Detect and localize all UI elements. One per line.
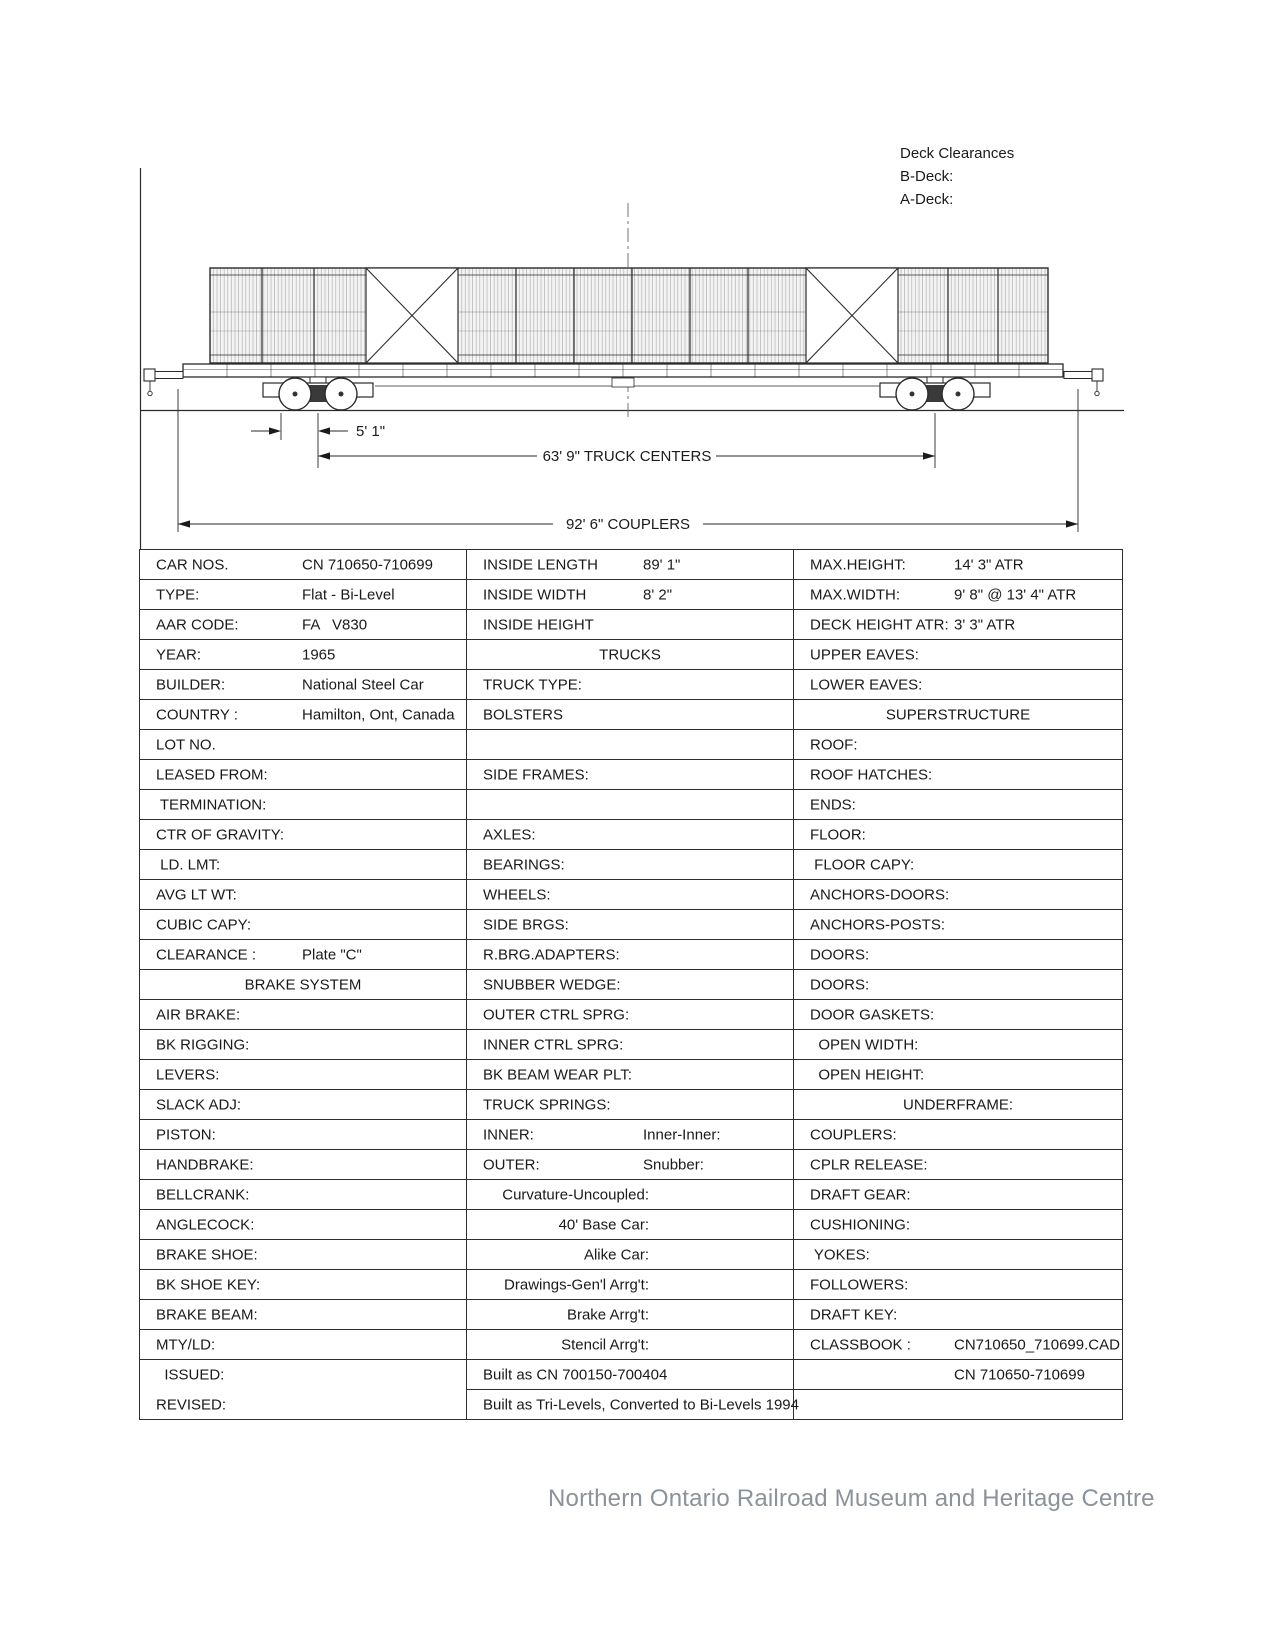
cell-label: LOWER EAVES: (810, 676, 923, 693)
cell-label: MAX.HEIGHT: (810, 556, 906, 573)
spec-row (140, 550, 1122, 580)
cell-value: Snubber: (643, 1156, 704, 1173)
spec-cell (467, 1330, 794, 1360)
x-brace-panel-left (366, 268, 458, 363)
cell-right: Drawings-Gen'l Arrg't: (504, 1276, 649, 1293)
cell-label: ROOF HATCHES: (810, 766, 933, 783)
cell-label: CTR OF GRAVITY: (156, 826, 285, 843)
spec-cell (140, 1150, 467, 1180)
spec-cell (794, 1210, 1122, 1240)
cell-label: SLACK ADJ: (156, 1096, 242, 1113)
cell-value: 14' 3" ATR (954, 556, 1024, 573)
spec-cell (467, 700, 794, 730)
cell-value: Flat - Bi-Level (302, 586, 395, 603)
cell-label: LD. LMT: (156, 856, 221, 873)
cell-label: OUTER: (483, 1156, 540, 1173)
spec-cell (467, 670, 794, 700)
cell-label: BK RIGGING: (156, 1036, 250, 1053)
cell-label: INSIDE HEIGHT (483, 616, 594, 633)
spec-cell (140, 880, 467, 910)
spec-cell (794, 1270, 1122, 1300)
cell-label: OPEN HEIGHT: (810, 1066, 925, 1083)
cell-center: BRAKE SYSTEM (244, 976, 362, 993)
spec-row (140, 760, 1122, 790)
spec-cell (467, 1270, 794, 1300)
spec-cell (467, 730, 794, 760)
b-deck-label: B-Deck: (900, 168, 954, 185)
spec-cell (794, 1240, 1122, 1270)
coupler-right (1064, 369, 1103, 396)
cell-label: BUILDER: (156, 676, 226, 693)
spec-cell (140, 550, 467, 580)
cell-value: 9' 8" @ 13' 4" ATR (954, 586, 1077, 603)
cell-label: ANGLECOCK: (156, 1216, 255, 1233)
spec-cell (794, 550, 1122, 580)
cell-value: 3' 3" ATR (954, 616, 1016, 633)
spec-row (140, 1210, 1122, 1240)
cell-right: Alike Car: (583, 1246, 649, 1263)
spec-cell (794, 940, 1122, 970)
spec-cell (140, 1390, 467, 1420)
spec-row (140, 1390, 1122, 1420)
autorack-superstructure (210, 268, 1048, 363)
cell-label: BK SHOE KEY: (156, 1276, 261, 1293)
cell-label: BEARINGS: (483, 856, 565, 873)
dim-truck-centers-label: 63' 9" TRUCK CENTERS (542, 448, 712, 465)
spec-cell (140, 1330, 467, 1360)
spec-cell (467, 790, 794, 820)
spec-row (140, 910, 1122, 940)
cell-label: LEASED FROM: (156, 766, 268, 783)
spec-row (140, 640, 1122, 670)
spec-cell (794, 700, 1122, 730)
spec-cell (794, 580, 1122, 610)
cell-label: YOKES: (810, 1246, 870, 1263)
spec-cell (140, 730, 467, 760)
cell-label: CAR NOS. (156, 556, 229, 573)
cell-label: ANCHORS-DOORS: (810, 886, 950, 903)
cell-label: INSIDE LENGTH (483, 556, 599, 573)
spec-cell (467, 1240, 794, 1270)
truck-left (263, 377, 373, 410)
spec-cell (794, 640, 1122, 670)
cell-label: CPLR RELEASE: (810, 1156, 928, 1173)
spec-cell (467, 550, 794, 580)
spec-cell (467, 610, 794, 640)
center-sill-detail (612, 378, 634, 387)
deck-clearances-note (900, 145, 1014, 208)
spec-cell (467, 1390, 799, 1420)
spec-cell (140, 670, 467, 700)
cell-label: SIDE FRAMES: (483, 766, 589, 783)
spec-cell (467, 580, 794, 610)
spec-row (140, 1240, 1122, 1270)
spec-cell (794, 760, 1122, 790)
cell-label: Built as Tri-Levels, Converted to Bi-Levels 1994 (483, 1396, 799, 1413)
spec-row (140, 1330, 1122, 1360)
cell-center: SUPERSTRUCTURE (885, 706, 1031, 723)
spec-row (140, 700, 1122, 730)
spec-row (140, 1360, 1122, 1390)
cell-label: UPPER EAVES: (810, 646, 919, 663)
dim-end-to-truck-label: 5' 1" (356, 423, 386, 440)
spec-row (140, 1000, 1122, 1030)
cell-right: 40' Base Car: (558, 1216, 649, 1233)
cell-value: 89' 1" (643, 556, 681, 573)
cell-label: DRAFT KEY: (810, 1306, 898, 1323)
spec-cell (467, 940, 794, 970)
spec-cell (140, 760, 467, 790)
spec-cell (794, 970, 1122, 1000)
spec-cell (794, 1060, 1122, 1090)
spec-row (140, 1300, 1122, 1330)
cell-label: SIDE BRGS: (483, 916, 569, 933)
cell-label: TYPE: (156, 586, 200, 603)
cell-label: ROOF: (810, 736, 858, 753)
cell-label: AAR CODE: (156, 616, 239, 633)
cell-label: FLOOR CAPY: (810, 856, 915, 873)
dim-couplers-label: 92' 6" COUPLERS (565, 516, 691, 533)
spec-row (140, 820, 1122, 850)
spec-cell (140, 820, 467, 850)
cell-label: MAX.WIDTH: (810, 586, 900, 603)
cell-label: OPEN WIDTH: (810, 1036, 919, 1053)
cell-right: Curvature-Uncoupled: (502, 1186, 649, 1203)
cell-label: DOORS: (810, 976, 870, 993)
cell-label: FLOOR: (810, 826, 866, 843)
cell-label: REVISED: (156, 1396, 227, 1413)
spec-cell (794, 820, 1122, 850)
spec-cell (794, 1360, 1122, 1390)
cell-right: Stencil Arrg't: (561, 1336, 649, 1353)
spec-cell (140, 580, 467, 610)
spec-row (140, 970, 1122, 1000)
cell-label: BOLSTERS (483, 706, 564, 723)
spec-cell (794, 850, 1122, 880)
spec-row (140, 670, 1122, 700)
cell-value: 8' 2" (643, 586, 673, 603)
cell-label: WHEELS: (483, 886, 551, 903)
spec-cell (794, 1330, 1122, 1360)
cell-label: DOOR GASKETS: (810, 1006, 935, 1023)
cell-label: AVG LT WT: (156, 886, 237, 903)
spec-table (139, 549, 1123, 1420)
cell-label: HANDBRAKE: (156, 1156, 254, 1173)
x-brace-panel-right (806, 268, 898, 363)
spec-cell (140, 1360, 467, 1390)
cell-label: LOT NO. (156, 736, 216, 753)
spec-row (140, 1060, 1122, 1090)
spec-cell (140, 1240, 467, 1270)
cell-label: CUSHIONING: (810, 1216, 911, 1233)
cell-label: COUPLERS: (810, 1126, 897, 1143)
cell-label: CUBIC CAPY: (156, 916, 252, 933)
spec-row (140, 1270, 1122, 1300)
spec-cell (794, 1090, 1122, 1120)
spec-cell (140, 1270, 467, 1300)
spec-cell (794, 790, 1122, 820)
cell-label: TERMINATION: (156, 796, 267, 813)
cell-label: DOORS: (810, 946, 870, 963)
cell-value: Hamilton, Ont, Canada (302, 706, 455, 723)
cell-label: AXLES: (483, 826, 536, 843)
deck-clearances-title: Deck Clearances (900, 145, 1015, 162)
museum-credit: Northern Ontario Railroad Museum and Heritage Centre (548, 1485, 1155, 1512)
cell-value: FA V830 (302, 616, 368, 633)
spec-cell (467, 1360, 794, 1390)
spec-row (140, 940, 1122, 970)
railcar-technical-drawing (0, 0, 1275, 560)
truck-right (880, 377, 990, 410)
spec-cell (140, 790, 467, 820)
dimension-truck-centers (318, 448, 935, 465)
cell-label: BRAKE SHOE: (156, 1246, 258, 1263)
spec-cell (467, 820, 794, 850)
cell-label: BRAKE BEAM: (156, 1306, 258, 1323)
cell-label: ISSUED: (156, 1366, 225, 1384)
spec-cell (467, 640, 794, 670)
spec-cell (794, 1180, 1122, 1210)
spec-cell (467, 760, 794, 790)
cell-center: TRUCKS (599, 646, 661, 663)
spec-row (140, 880, 1122, 910)
spec-row (140, 1120, 1122, 1150)
spec-cell (140, 940, 467, 970)
spec-cell (140, 1210, 467, 1240)
spec-row (140, 1090, 1122, 1120)
spec-cell (140, 1300, 467, 1330)
spec-cell (467, 850, 794, 880)
spec-cell (794, 1300, 1122, 1330)
spec-cell (794, 670, 1122, 700)
spec-row (140, 1150, 1122, 1180)
cell-value: Plate "C" (302, 946, 362, 963)
cell-label: ANCHORS-POSTS: (810, 916, 946, 933)
cell-label: INNER: (483, 1126, 534, 1143)
cell-center: UNDERFRAME: (902, 1096, 1013, 1113)
dimension-couplers (178, 516, 1078, 533)
cell-label: CLASSBOOK : (810, 1336, 911, 1353)
spec-cell (467, 1060, 794, 1090)
spec-cell (140, 850, 467, 880)
spec-cell (140, 1120, 467, 1150)
spec-cell (140, 910, 467, 940)
cell-value: CN 710650-710699 (302, 556, 433, 573)
spec-row (140, 610, 1122, 640)
spec-cell (140, 1000, 467, 1030)
cell-value: Inner-Inner: (643, 1126, 721, 1143)
cell-label: INSIDE WIDTH (483, 586, 587, 603)
cell-label: FOLLOWERS: (810, 1276, 909, 1293)
spec-cell (467, 1300, 794, 1330)
cell-label: Built as CN 700150-700404 (483, 1366, 668, 1383)
cell-label: YEAR: (156, 646, 202, 663)
spec-cell (467, 1090, 794, 1120)
spec-cell (467, 1030, 794, 1060)
spec-cell (467, 1150, 794, 1180)
spec-row (140, 790, 1122, 820)
spec-row (140, 850, 1122, 880)
spec-row (140, 580, 1122, 610)
cell-right: Brake Arrg't: (566, 1306, 649, 1323)
cell-label: DECK HEIGHT ATR: (810, 616, 949, 633)
spec-cell (140, 640, 467, 670)
cell-label: ENDS: (810, 796, 856, 813)
spec-cell (794, 880, 1122, 910)
cell-value: National Steel Car (302, 676, 424, 693)
spec-cell (794, 1030, 1122, 1060)
spec-cell (794, 1000, 1122, 1030)
cell-label: PISTON: (156, 1126, 216, 1143)
spec-cell (467, 1210, 794, 1240)
cell-value: CN 710650-710699 (954, 1366, 1085, 1383)
cell-label: TRUCK SPRINGS: (483, 1096, 611, 1113)
spec-cell (794, 610, 1122, 640)
cell-label: R.BRG.ADAPTERS: (483, 946, 620, 963)
spec-row (140, 1180, 1122, 1210)
spec-cell (140, 1030, 467, 1060)
spec-cell (467, 910, 794, 940)
spec-row (140, 1030, 1122, 1060)
spec-cell (794, 910, 1122, 940)
cell-label: BK BEAM WEAR PLT: (483, 1066, 632, 1083)
spec-cell (794, 1150, 1122, 1180)
spec-cell (794, 1120, 1122, 1150)
cell-label: MTY/LD: (156, 1336, 216, 1353)
spec-cell (140, 1060, 467, 1090)
spec-cell (794, 1390, 1122, 1420)
cell-label: COUNTRY : (156, 706, 238, 723)
cell-label: OUTER CTRL SPRG: (483, 1006, 630, 1023)
spec-cell (140, 1180, 467, 1210)
spec-cell (140, 610, 467, 640)
cell-label: BELLCRANK: (156, 1186, 250, 1203)
cell-label: LEVERS: (156, 1066, 220, 1083)
cell-label: DRAFT GEAR: (810, 1186, 911, 1203)
spec-cell (467, 1120, 794, 1150)
spec-row (140, 730, 1122, 760)
a-deck-label: A-Deck: (900, 191, 954, 208)
spec-cell (467, 880, 794, 910)
spec-cell (467, 1180, 794, 1210)
cell-label: AIR BRAKE: (156, 1006, 241, 1023)
coupler-left (144, 369, 183, 396)
cell-label: TRUCK TYPE: (483, 676, 582, 693)
spec-cell (140, 970, 467, 1000)
cell-label: INNER CTRL SPRG: (483, 1036, 624, 1053)
cell-label: SNUBBER WEDGE: (483, 976, 621, 993)
spec-cell (467, 1000, 794, 1030)
cell-value: 1965 (302, 646, 336, 663)
spec-cell (467, 970, 794, 1000)
spec-cell (794, 730, 1122, 760)
spec-cell (140, 700, 467, 730)
cell-label: CLEARANCE : (156, 946, 257, 963)
spec-cell (140, 1090, 467, 1120)
cell-value: CN710650_710699.CAD (954, 1336, 1120, 1353)
